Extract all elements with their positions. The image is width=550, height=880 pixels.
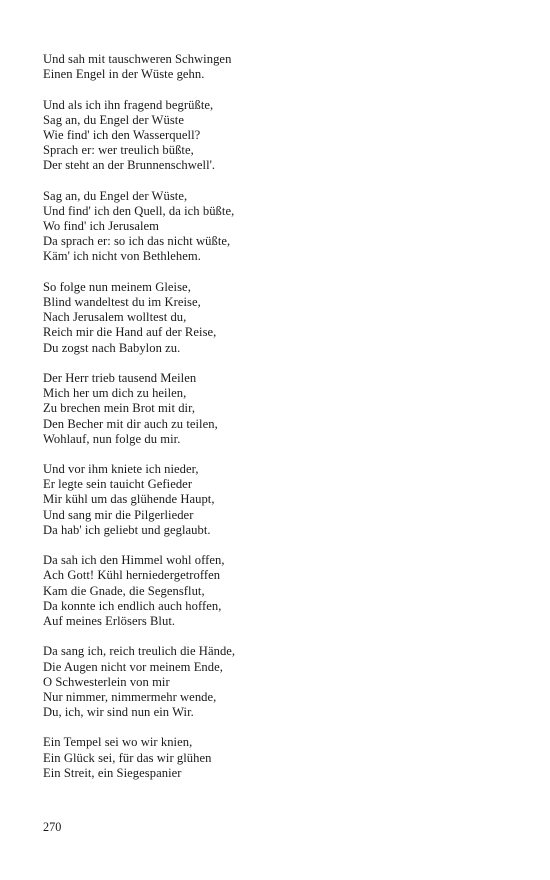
poem-line: Ach Gott! Kühl herniedergetroffen <box>43 568 221 583</box>
poem-text-block <box>43 52 523 796</box>
poem-line: Und sang mir die Pilgerlieder <box>43 507 194 522</box>
poem-line: Da konnte ich endlich auch hoffen, <box>43 598 222 613</box>
stanza-7 <box>43 553 523 629</box>
stanza-6 <box>43 462 523 538</box>
poem-line: Du zogst nach Babylon zu. <box>43 340 181 355</box>
poem-line: Die Augen nicht vor meinem Ende, <box>43 659 223 674</box>
poem-line: Blind wandeltest du im Kreise, <box>43 295 201 309</box>
poem-line: Nach Jerusalem wolltest du, <box>43 310 187 325</box>
stanza-4 <box>43 280 523 356</box>
poem-line: Der Herr trieb tausend Meilen <box>43 370 197 385</box>
poem-line: Du, ich, wir sind nun ein Wir. <box>43 705 194 720</box>
poem-line: Ein Tempel sei wo wir knien, <box>43 735 193 750</box>
stanza-8 <box>43 644 523 720</box>
poem-line: Und find' ich den Quell, da ich büßte, <box>43 203 235 218</box>
stanza-9 <box>43 735 523 781</box>
poem-line: Ein Glück sei, für das wir glühen <box>43 750 212 765</box>
stanza-2 <box>43 98 523 174</box>
poem-line: Wohlauf, nun folge du mir. <box>43 431 181 446</box>
poem-line: Nur nimmer, nimmermehr wende, <box>43 689 217 704</box>
poem-line: Da sang ich, reich treulich die Hände, <box>43 644 236 659</box>
poem-line: Da hab' ich geliebt und geglaubt. <box>43 522 211 537</box>
poem-line: Da sah ich den Himmel wohl offen, <box>43 553 225 568</box>
poem-line: Und vor ihm kniete ich nieder, <box>43 462 199 477</box>
poem-line: Einen Engel in der Wüste gehn. <box>43 67 205 82</box>
poem-line: Reich mir die Hand auf der Reise, <box>43 325 217 340</box>
poem-line: Wo find' ich Jerusalem <box>43 219 160 234</box>
poem-line: Mich her um dich zu heilen, <box>43 386 187 401</box>
stanza-1 <box>43 52 523 82</box>
poem-line: Sprach er: wer treulich büßte, <box>43 143 194 158</box>
poem-line: Auf meines Erlösers Blut. <box>43 613 176 628</box>
page-number: 270 <box>43 820 62 834</box>
stanza-5 <box>43 371 523 447</box>
poem-line: Da sprach er: so ich das nicht wüßte, <box>43 234 231 249</box>
poem-line: Und sah mit tauschweren Schwingen <box>43 52 232 66</box>
stanza-3 <box>43 189 523 265</box>
poem-line: Er legte sein tauicht Gefieder <box>43 477 193 492</box>
poem-line: Zu brechen mein Brot mit dir, <box>43 401 196 416</box>
poem-line: Mir kühl um das glühende Haupt, <box>43 492 215 507</box>
poem-line: Der steht an der Brunnenschwell'. <box>43 158 216 173</box>
poem-line: Käm' ich nicht von Bethlehem. <box>43 249 201 264</box>
poem-line: Sag an, du Engel der Wüste, <box>43 188 188 203</box>
poem-line: Sag an, du Engel der Wüste <box>43 112 184 127</box>
poem-line: Kam die Gnade, die Segensflut, <box>43 583 205 598</box>
poem-line: Wie find' ich den Wasserquell? <box>43 127 201 142</box>
poem-line: So folge nun meinem Gleise, <box>43 279 191 294</box>
poem-line: O Schwesterlein von mir <box>43 674 170 689</box>
poem-line: Den Becher mit dir auch zu teilen, <box>43 416 218 431</box>
poem-line: Und als ich ihn fragend begrüßte, <box>43 97 214 112</box>
poem-line: Ein Streit, ein Siegespanier <box>43 765 182 780</box>
